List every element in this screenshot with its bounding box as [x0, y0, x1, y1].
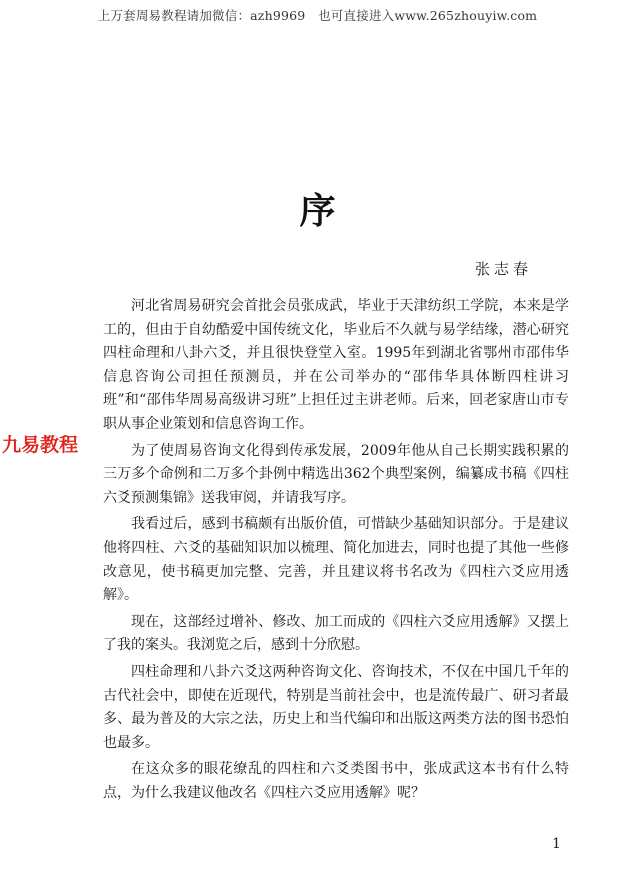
side-watermark: 九易教程	[2, 434, 79, 456]
paragraph: 四柱命理和八卦六爻这两种咨询文化、咨询技术，不仅在中国几千年的古代社会中，即使在近现代，特别是当前社会中，也是流传最广、研习者最多、最为普及的大宗之法，历史上和当代编印和出版这两类方法的图书恐怕也最多。	[103, 663, 569, 751]
author-name: 张志春	[475, 260, 533, 278]
paragraph: 我看过后，感到书稿颇有出版价值，可惜缺少基础知识部分。于是建议他将四柱、六爻的基础知识加以梳理、简化加进去，同时也提了其他一些修改意见，使书稿更加完整、完善，并且建议将书名改为《四柱六爻应用透解》。	[103, 516, 569, 604]
paragraph: 现在，这部经过增补、修改、加工而成的《四柱六爻应用透解》又摆上了我的案头。我浏览之后，感到十分欣慰。	[103, 613, 569, 654]
page-number: 1	[552, 836, 561, 852]
header-watermark: 上万套周易教程请加微信：azh9969 也可直接进入www.265zhouyiw.com	[97, 8, 538, 23]
page-title: 序	[299, 190, 336, 232]
paragraph: 在这众多的眼花缭乱的四柱和六爻类图书中，张成武这本书有什么特点，为什么我建议他改名《四柱六爻应用透解》呢？	[103, 761, 569, 801]
body-text	[103, 295, 569, 808]
paragraph: 河北省周易研究会首批会员张成武，毕业于天津纺织工学院，本来是学工的，但由于自幼酷爱中国传统文化，毕业后不久就与易学结缘，潜心研究四柱命理和八卦六爻，并且很快登堂入室。1995年到湖北省鄂州市邵伟华信息咨询公司担任预测员，并在公司举办的“邵伟华具体断四柱讲习班”和“邵伟华周易高级讲习班”上担任过主讲老师。后来，回老家唐山市专职从事企业策划和信息咨询工作。	[103, 298, 569, 432]
paragraph: 为了使周易咨询文化得到传承发展，2009年他从自己长期实践积累的三万多个命例和二万多个卦例中精选出362个典型案例，编纂成书稿《四柱六爻预测集锦》送我审阅，并请我写序。	[103, 442, 569, 506]
